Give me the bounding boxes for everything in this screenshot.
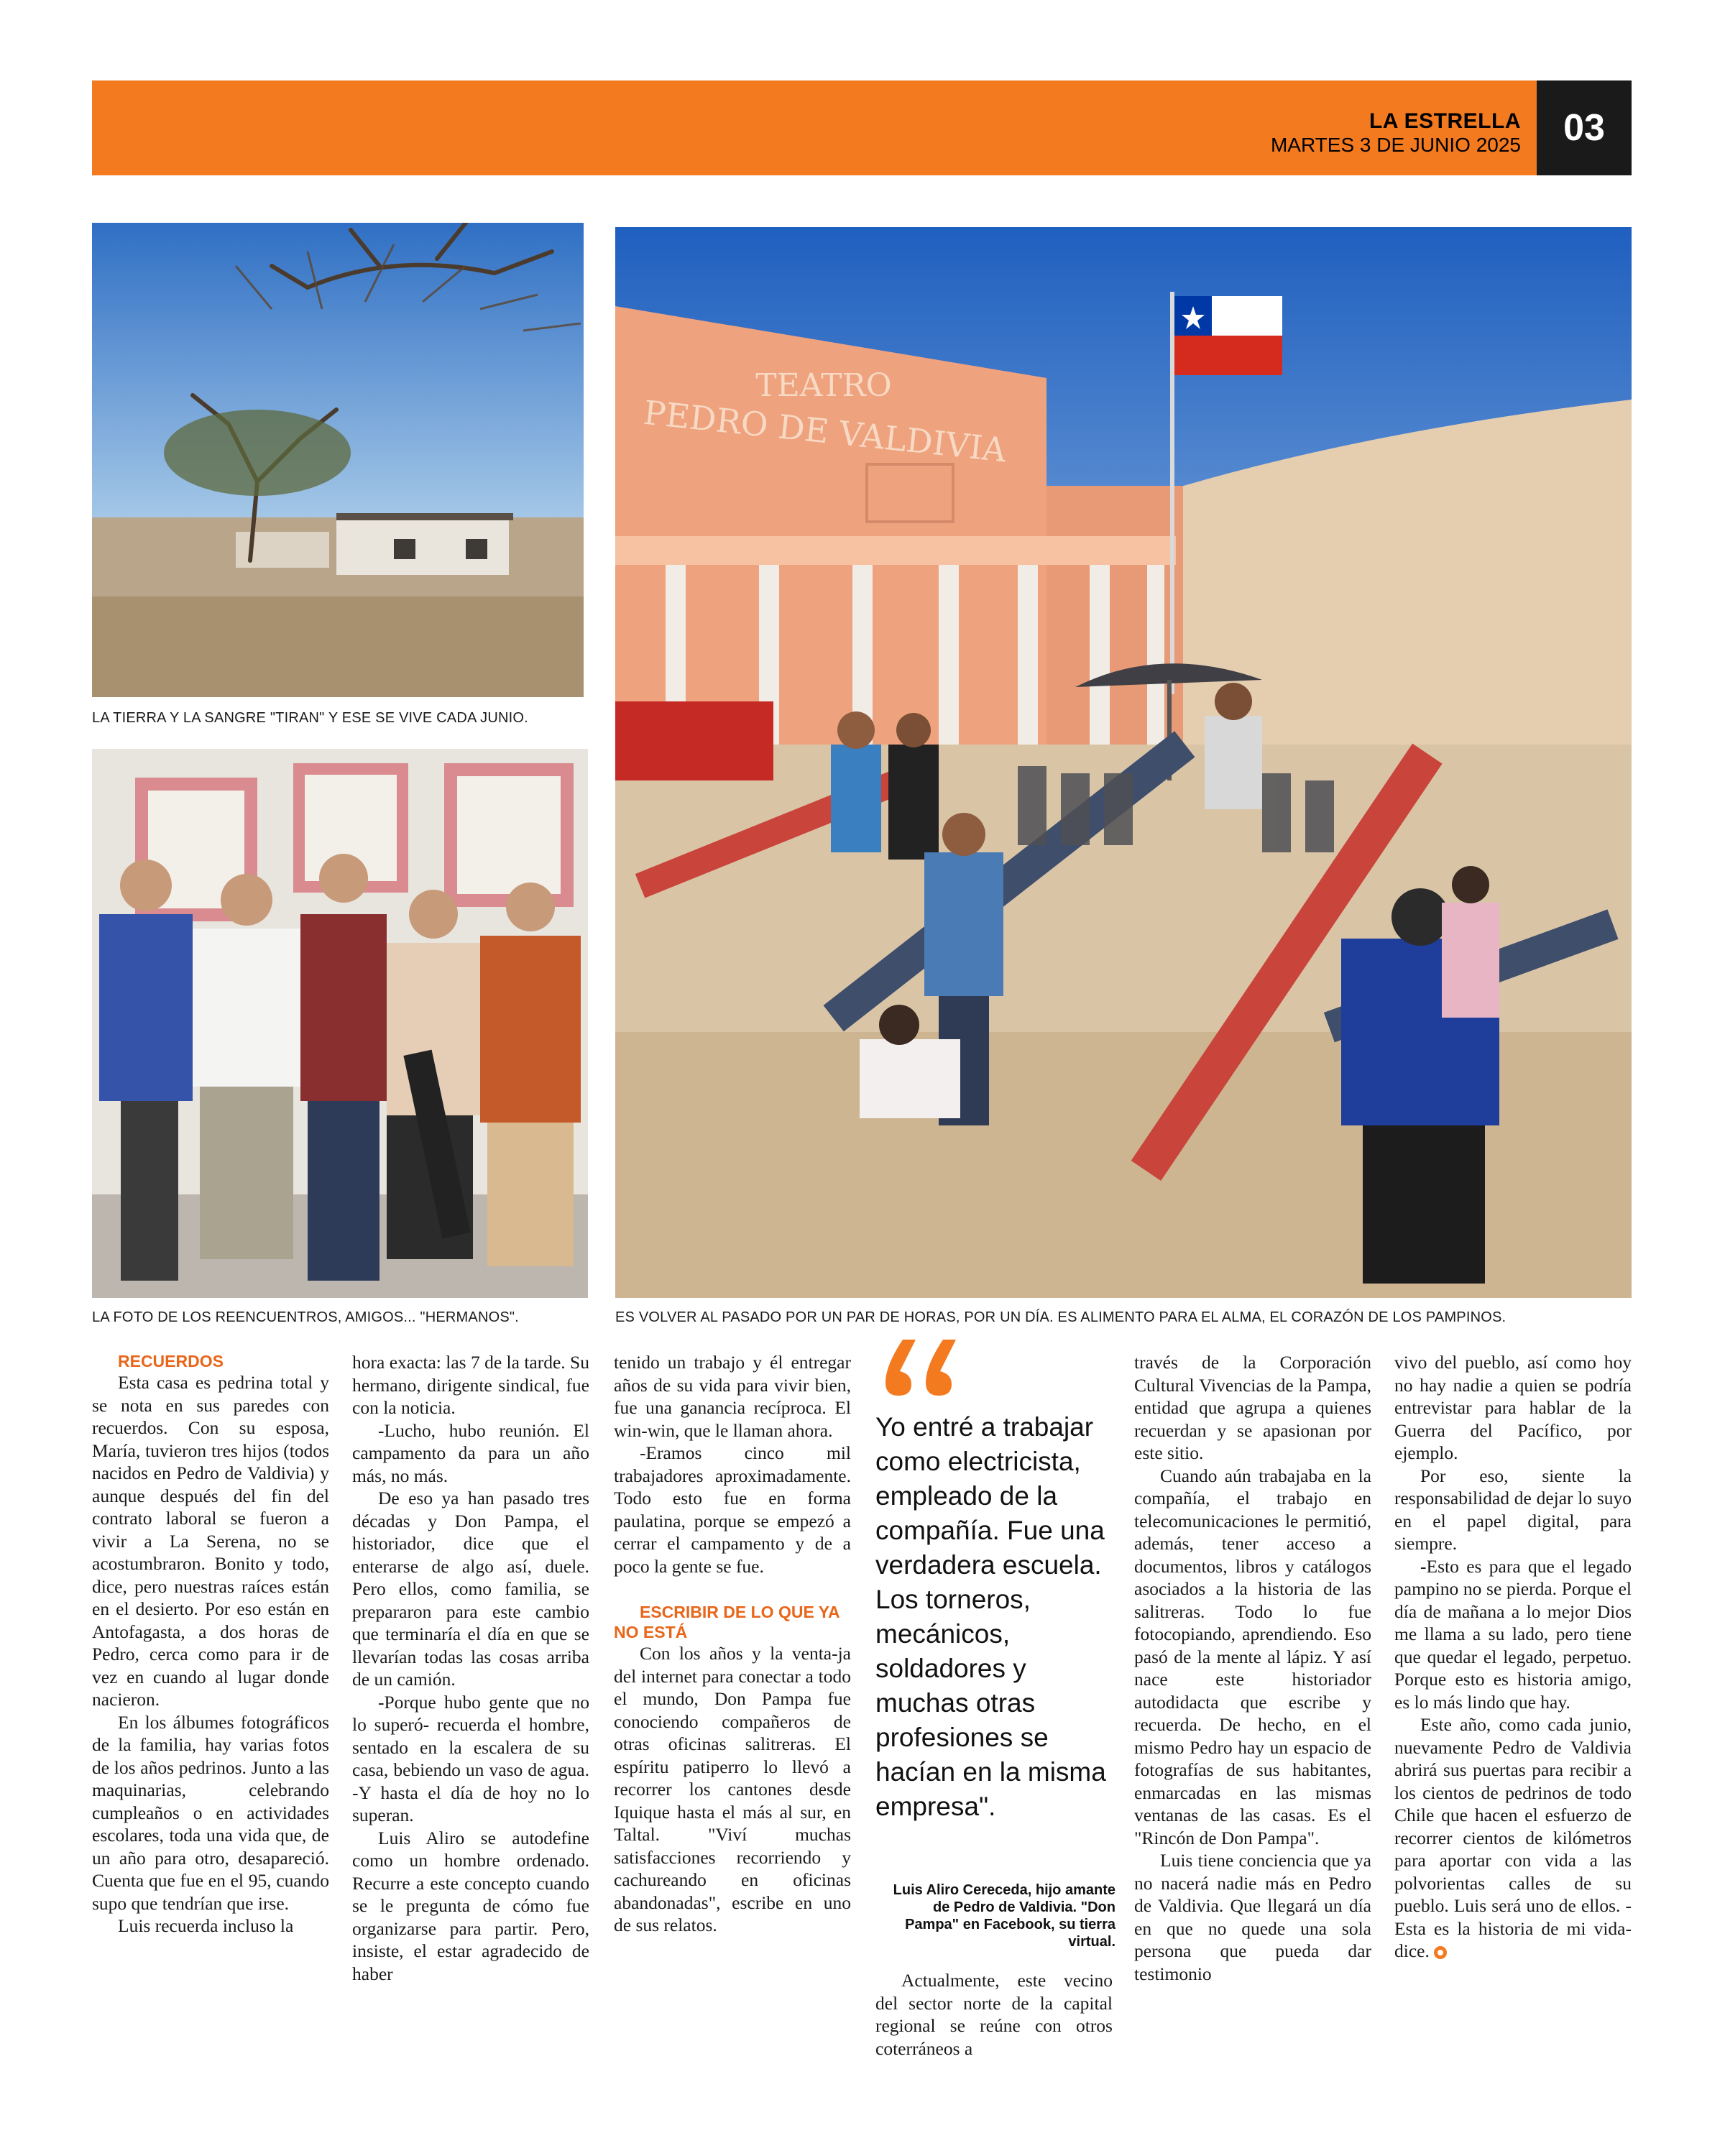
photo-group-friends [92, 749, 588, 1298]
paragraph: -Eramos cinco mil trabajadores aproximadamente. Todo esto fue en forma paulatina, porque se empezó a cerrar el campamento y de a poco la gente se fue. [614, 1442, 851, 1577]
paragraph: Esta casa es pedrina total y se nota en sus paredes con recuerdos. Con su esposa, María, tuvieron tres hijos (todos nacidos en Pedro de Valdivia) y aunque después del fin del contrato laboral se fueron a vivir a La Serena, no se acostumbraron. Bonito y todo, dice, pero nuestras raíces están en el desierto. Por eso están en Antofagasta, a dos horas de Pedro, cerca como para ir de vez en cuando al lugar donde nacieron. [92, 1372, 329, 1710]
page-header [92, 80, 1632, 175]
paragraph: tenido un trabajo y él entregar años de su vida para vivir bien, fue una ganancia recíproca. El win-win, que le llaman ahora. [614, 1352, 851, 1441]
article-column-2 [352, 1351, 589, 1985]
paragraph: Luis Aliro se autodefine como un hombre ordenado. Recurre a este concepto cuando se le pregunta de cómo fue organizarse para partir. Pero, insiste, el estar agradecido de haber [352, 1827, 589, 1984]
subhead-escribir: ESCRIBIR DE LO QUE YA NO ESTÁ [614, 1603, 840, 1641]
photo-desert-houses [92, 223, 584, 697]
paragraph: Luis tiene conciencia que ya no nacerá nadie más en Pedro de Valdivia. Que llegará un día en que no quede una sola persona que pueda dar testimonio [1134, 1850, 1371, 1984]
paragraph: Actualmente, este vecino del sector norte de la capital regional se reúne con otros coterráneos a [875, 1970, 1113, 2059]
theater-sign-line1: TEATRO [755, 367, 892, 404]
paragraph: través de la Corporación Cultural Vivencias de la Pampa, entidad que agrupa a quienes recuerdan y se apasionan por este sitio. [1134, 1352, 1371, 1463]
photo-theater-playground [615, 227, 1632, 1298]
article-column-6 [1394, 1351, 1632, 1963]
article-column-5 [1134, 1351, 1371, 1985]
paragraph [1394, 1713, 1632, 1963]
caption-group-photo: LA FOTO DE LOS REENCUENTROS, AMIGOS... "HERMANOS". [92, 1309, 519, 1325]
theater-sign-line2: PEDRO DE VALDIVIA [641, 392, 1008, 470]
article-column-4 [875, 1969, 1113, 2060]
paragraph: En los álbumes fotográficos de la familia, hay varias fotos de los años pedrinos. Junto a las maquinarias, celebrando cumpleaños o en actividades escolares, toda una vida que, de un año para otro, desapareció. Cuenta que fue en el 95, cuando supo que tendrían que irse. [92, 1711, 329, 1914]
paragraph-text: Este año, como cada junio, nuevamente Pedro de Valdivia abrirá sus puertas para recibir a los cientos de pedrinos de todo Chile que hacen el esfuerzo de recorrer cientos de kilómetros para aportar con vida a las polvorientas calles de su pueblo. Luis será uno de ellos. -Esta es la historia de mi vida- dice. [1394, 1714, 1632, 1961]
subhead-recuerdos: RECUERDOS [118, 1352, 224, 1370]
pull-quote: Yo entré a trabajar como electricista, empleado de la compañía. Fue una verdadera escuela. Los torneros, mecánicos, soldadores y muchas otras profesiones se hacían en la misma empresa". [875, 1412, 1106, 1821]
caption-desert-photo: LA TIERRA Y LA SANGRE "TIRAN" Y ESE SE VIVE CADA JUNIO. [92, 710, 528, 726]
paragraph: Cuando aún trabajaba en la compañía, el trabajo en telecomunicaciones le permitió, además, tener acceso a documentos, libros y catálogos asociados a la historia de las salitreras. Todo lo fue fotocopiando, aprendiendo. Eso pasó de la mente al lápiz. Y así nace este historiador autodidacta que escribe y recuerda. De hecho, en el mismo Pedro hay un espacio de fotografías de sus habitantes, enmarcadas en las mismas ventanas de las casas. Es el "Rincón de Don Pampa". [1134, 1465, 1371, 1848]
article-column-1 [92, 1351, 329, 1938]
paragraph: -Esto es para que el legado pampino no se pierda. Porque el día de mañana a lo mejor Dios me llama a su lado, pero tiene que quedar el legado, perpetuo. Porque esto es historia amigo, es lo más lindo que hay. [1394, 1555, 1632, 1713]
article-column-3 [614, 1351, 851, 1937]
paragraph: Luis recuerda incluso la [118, 1915, 294, 1936]
paragraph: De eso ya han pasado tres décadas y Don Pampa, el historiador, dice que el enterarse de algo así, duele. Pero ellos, como familia, se prepararon para este cambio que terminaría el día en que se llevarían todas las cosas arriba de un camión. [352, 1488, 589, 1690]
pull-quote-credit: Luis Aliro Cereceda, hijo amante de Pedro de Valdivia. "Don Pampa" en Facebook, su tierra virtual. [893, 1882, 1116, 1950]
paragraph: Con los años y la venta-ja del internet para conectar a todo el mundo, Don Pampa fue conociendo compañeros de otras oficinas salitreras. El espíritu patiperro lo llevó a recorrer los cantones desde Iquique hasta el más al sur, en Taltal. "Viví muchas satisfacciones recorriendo y cachureando en oficinas abandonadas", escribe en uno de sus relatos. [614, 1643, 851, 1935]
paragraph: vivo del pueblo, así como hoy no hay nadie a quien se podría entrevistar para hablar de la Guerra del Pacífico, por ejemplo. [1394, 1352, 1632, 1463]
caption-main-photo: ES VOLVER AL PASADO POR UN PAR DE HORAS, POR UN DÍA. ES ALIMENTO PARA EL ALMA, EL CORAZÓN DE LOS PAMPINOS. [615, 1309, 1506, 1325]
paragraph: -Lucho, hubo reunión. El campamento da para un año más, no más. [352, 1419, 589, 1486]
header-text [1271, 111, 1521, 155]
paragraph: -Porque hubo gente que no lo superó- recuerda el hombre, sentado en la escalera de su casa, bebiendo un vaso de agua. -Y hasta el día de hoy no lo superan. [352, 1691, 589, 1825]
quote-mark-icon [875, 1334, 962, 1399]
end-of-article-icon [1434, 1946, 1447, 1959]
paragraph: hora exacta: las 7 de la tarde. Su hermano, dirigente sindical, fue con la noticia. [352, 1352, 589, 1418]
issue-date: MARTES 3 DE JUNIO 2025 [1270, 134, 1521, 156]
newspaper-name: LA ESTRELLA [1368, 109, 1521, 133]
paragraph: Por eso, siente la responsabilidad de dejar lo suyo en el papel digital, para siempre. [1394, 1465, 1632, 1554]
page-number: 03 [1537, 80, 1632, 175]
